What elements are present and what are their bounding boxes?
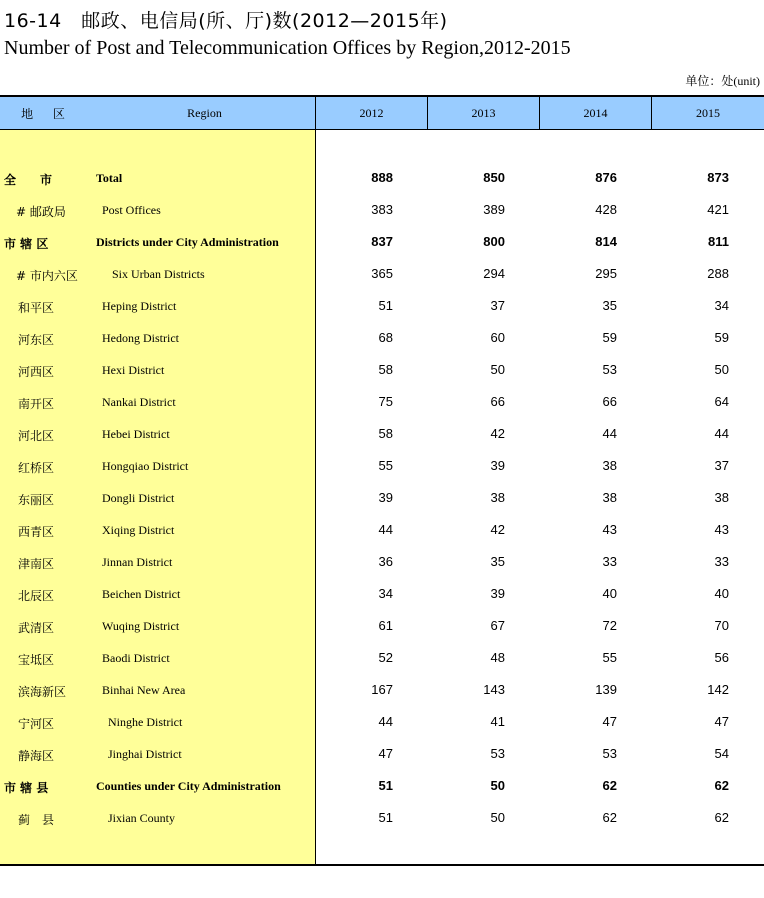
row-name-chinese: 津南区 <box>18 557 55 571</box>
table-row <box>0 354 764 386</box>
cell-2015: 811 <box>708 234 729 249</box>
header-divider <box>651 97 652 130</box>
row-name-english: Heping District <box>102 299 177 313</box>
cell-2015: 70 <box>714 618 729 633</box>
cell-2015: 421 <box>707 202 729 217</box>
table-row <box>0 642 764 674</box>
table-row <box>0 514 764 546</box>
table-row <box>0 194 764 226</box>
cell-2013: 39 <box>490 458 505 473</box>
header-year-2015: 2015 <box>652 97 764 130</box>
table-row <box>0 482 764 514</box>
table-body <box>0 162 764 834</box>
cell-2014: 139 <box>595 682 617 697</box>
cell-2015: 33 <box>714 554 729 569</box>
header-year-2012: 2012 <box>316 97 427 130</box>
cell-2014: 40 <box>602 586 617 601</box>
header-year-2013: 2013 <box>428 97 539 130</box>
table-bottom-rule <box>0 864 764 866</box>
table-row <box>0 290 764 322</box>
table-row <box>0 802 764 834</box>
cell-2014: 66 <box>602 394 617 409</box>
cell-2012: 61 <box>378 618 393 633</box>
row-name-english: Xiqing District <box>102 523 175 537</box>
cell-2012: 55 <box>378 458 393 473</box>
cell-2014: 62 <box>602 778 617 793</box>
row-name-english: Baodi District <box>102 651 170 665</box>
cell-2014: 295 <box>595 266 617 281</box>
row-name-english: Jinghai District <box>108 747 182 761</box>
cell-2012: 51 <box>378 810 393 825</box>
cell-2013: 143 <box>483 682 505 697</box>
cell-2015: 142 <box>707 682 729 697</box>
table-row <box>0 258 764 290</box>
cell-2012: 75 <box>378 394 393 409</box>
cell-2012: 58 <box>378 362 393 377</box>
table-row <box>0 418 764 450</box>
table-row <box>0 674 764 706</box>
row-name-chinese: 静海区 <box>18 749 55 763</box>
cell-2012: 51 <box>378 778 393 793</box>
row-name-chinese: 红桥区 <box>18 461 55 475</box>
row-name-english: Nankai District <box>102 395 176 409</box>
cell-2015: 47 <box>714 714 729 729</box>
row-name-english: Ninghe District <box>108 715 183 729</box>
cell-2012: 44 <box>378 522 393 537</box>
cell-2014: 59 <box>602 330 617 345</box>
cell-2015: 40 <box>714 586 729 601</box>
cell-2014: 814 <box>595 234 617 249</box>
row-name-chinese: # 市内六区 <box>16 269 78 283</box>
cell-2015: 59 <box>714 330 729 345</box>
row-name-english: Binhai New Area <box>102 683 186 697</box>
row-name-english: Total <box>96 171 123 185</box>
cell-2014: 38 <box>602 458 617 473</box>
cell-2012: 47 <box>378 746 393 761</box>
row-name-chinese: 市 辖 县 <box>4 781 49 795</box>
row-name-english: Post Offices <box>102 203 161 217</box>
cell-2013: 294 <box>483 266 505 281</box>
cell-2012: 68 <box>378 330 393 345</box>
table-row <box>0 738 764 770</box>
row-name-english: Jinnan District <box>102 555 173 569</box>
header-region-english: Region <box>94 97 315 130</box>
unit-label-english: (unit) <box>733 74 760 88</box>
row-name-english: Hongqiao District <box>102 459 189 473</box>
cell-2014: 35 <box>602 298 617 313</box>
cell-2012: 52 <box>378 650 393 665</box>
table-header <box>0 97 764 130</box>
cell-2014: 33 <box>602 554 617 569</box>
row-name-english: Hebei District <box>102 427 170 441</box>
cell-2014: 428 <box>595 202 617 217</box>
cell-2014: 62 <box>602 810 617 825</box>
cell-2013: 35 <box>490 554 505 569</box>
row-name-chinese: # 邮政局 <box>16 205 66 219</box>
row-name-english: Counties under City Administration <box>96 779 281 793</box>
row-name-chinese: 宁河区 <box>18 717 55 731</box>
table-row <box>0 322 764 354</box>
cell-2013: 60 <box>490 330 505 345</box>
cell-2014: 44 <box>602 426 617 441</box>
table-row <box>0 386 764 418</box>
cell-2015: 54 <box>714 746 729 761</box>
row-name-chinese: 滨海新区 <box>18 685 67 699</box>
cell-2012: 365 <box>371 266 393 281</box>
row-name-english: Beichen District <box>102 587 181 601</box>
table-row <box>0 770 764 802</box>
row-name-english: Six Urban Districts <box>112 267 205 281</box>
table-row <box>0 162 764 194</box>
cell-2013: 50 <box>490 362 505 377</box>
cell-2015: 34 <box>714 298 729 313</box>
page-title-english: Number of Post and Telecommunication Offices by Region,2012-2015 <box>4 37 571 59</box>
cell-2015: 50 <box>714 362 729 377</box>
row-name-chinese: 河东区 <box>18 333 55 347</box>
row-name-chinese: 北辰区 <box>18 589 55 603</box>
table-row <box>0 226 764 258</box>
cell-2015: 62 <box>714 810 729 825</box>
cell-2015: 64 <box>714 394 729 409</box>
table-row <box>0 706 764 738</box>
cell-2014: 55 <box>602 650 617 665</box>
table-row <box>0 450 764 482</box>
header-divider <box>427 97 428 130</box>
table-row <box>0 546 764 578</box>
row-name-chinese: 东丽区 <box>18 493 55 507</box>
cell-2012: 888 <box>371 170 393 185</box>
cell-2012: 36 <box>378 554 393 569</box>
cell-2013: 53 <box>490 746 505 761</box>
cell-2014: 53 <box>602 746 617 761</box>
cell-2012: 167 <box>371 682 393 697</box>
row-name-chinese: 河西区 <box>18 365 55 379</box>
table-row <box>0 610 764 642</box>
cell-2013: 800 <box>483 234 505 249</box>
cell-2014: 876 <box>595 170 617 185</box>
cell-2014: 72 <box>602 618 617 633</box>
cell-2012: 51 <box>378 298 393 313</box>
cell-2015: 62 <box>714 778 729 793</box>
row-name-english: Districts under City Administration <box>96 235 279 249</box>
cell-2013: 42 <box>490 522 505 537</box>
cell-2012: 44 <box>378 714 393 729</box>
cell-2013: 67 <box>490 618 505 633</box>
table-row <box>0 578 764 610</box>
page-title-chinese: 16-14 邮政、电信局(所、厅)数(2012—2015年) <box>4 10 448 32</box>
row-name-chinese: 河北区 <box>18 429 55 443</box>
header-region-chinese: 地 区 <box>0 97 94 130</box>
row-name-english: Hedong District <box>102 331 179 345</box>
row-name-english: Jixian County <box>108 811 176 825</box>
row-name-chinese: 全 市 <box>4 173 53 187</box>
cell-2015: 43 <box>714 522 729 537</box>
cell-2015: 37 <box>714 458 729 473</box>
cell-2015: 873 <box>707 170 729 185</box>
cell-2014: 38 <box>602 490 617 505</box>
cell-2015: 288 <box>707 266 729 281</box>
cell-2012: 58 <box>378 426 393 441</box>
cell-2013: 389 <box>483 202 505 217</box>
cell-2015: 38 <box>714 490 729 505</box>
cell-2014: 53 <box>602 362 617 377</box>
header-year-2014: 2014 <box>540 97 651 130</box>
row-name-chinese: 武清区 <box>18 621 55 635</box>
row-name-chinese: 南开区 <box>18 397 55 411</box>
row-name-english: Dongli District <box>102 491 175 505</box>
row-name-english: Hexi District <box>102 363 165 377</box>
cell-2014: 47 <box>602 714 617 729</box>
cell-2013: 39 <box>490 586 505 601</box>
cell-2013: 850 <box>483 170 505 185</box>
row-name-english: Wuqing District <box>102 619 180 633</box>
row-name-chinese: 蓟 县 <box>18 813 55 827</box>
cell-2013: 41 <box>490 714 505 729</box>
cell-2013: 66 <box>490 394 505 409</box>
cell-2013: 50 <box>490 778 505 793</box>
unit-label <box>685 72 760 89</box>
row-name-chinese: 和平区 <box>18 301 55 315</box>
cell-2012: 34 <box>378 586 393 601</box>
cell-2013: 38 <box>490 490 505 505</box>
row-name-chinese: 西青区 <box>18 525 55 539</box>
cell-2015: 44 <box>714 426 729 441</box>
row-name-chinese: 市 辖 区 <box>4 237 49 251</box>
row-name-chinese: 宝坻区 <box>18 653 55 667</box>
cell-2012: 39 <box>378 490 393 505</box>
header-divider <box>539 97 540 130</box>
cell-2012: 837 <box>371 234 393 249</box>
cell-2014: 43 <box>602 522 617 537</box>
cell-2012: 383 <box>371 202 393 217</box>
cell-2015: 56 <box>714 650 729 665</box>
cell-2013: 37 <box>490 298 505 313</box>
unit-label-chinese: 单位：处 <box>685 74 734 88</box>
cell-2013: 42 <box>490 426 505 441</box>
cell-2013: 48 <box>490 650 505 665</box>
cell-2013: 50 <box>490 810 505 825</box>
